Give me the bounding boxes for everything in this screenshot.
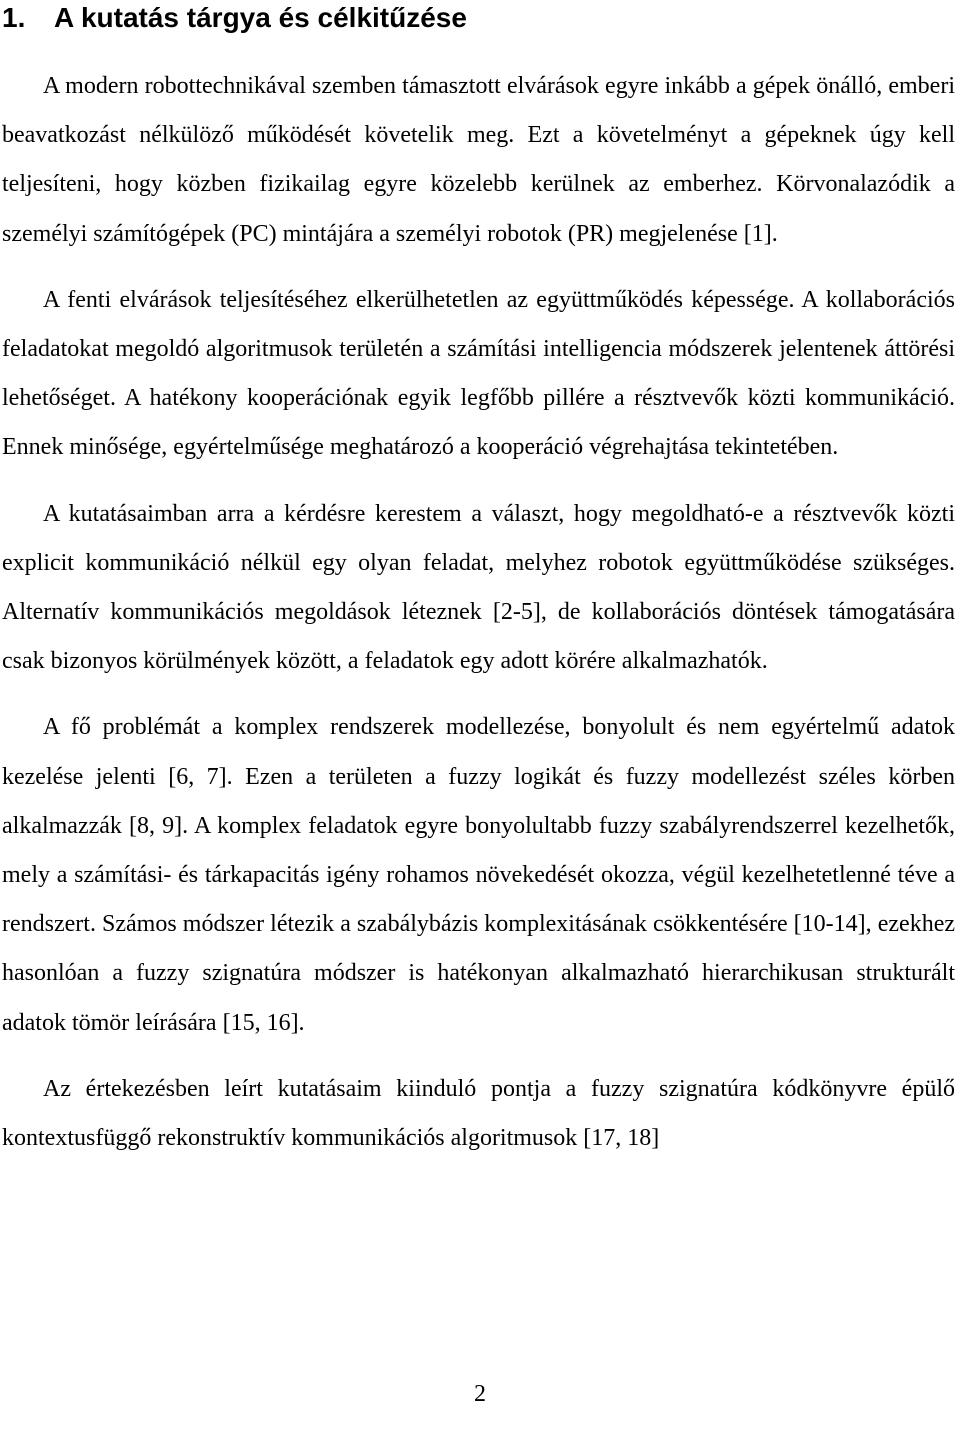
section-heading bbox=[2, 0, 467, 36]
paragraph-5: Az értekezésben leírt kutatásaim kiinduló pontja a fuzzy szignatúra kódkönyvre épülő kontextusfüggő rekonstruktív kommunikációs algoritmusok [17, 18] bbox=[2, 1075, 955, 1152]
paragraph-2: A fenti elvárások teljesítéséhez elkerülhetetlen az együttműködés képessége. A kollaborációs feladatokat megoldó algoritmusok területén a számítási intelligencia módszerek jelentenek áttörési lehetőséget. A hatékony kooperációnak egyik legfőbb pillére a résztvevők közti kommunikáció. Ennek minősége, egyértelműsége meghatározó a kooperáció végrehajtása tekintetében. bbox=[2, 286, 955, 461]
body-text bbox=[2, 62, 955, 1180]
page-number: 2 bbox=[474, 1381, 486, 1407]
paragraph-4: A fő problémát a komplex rendszerek modellezése, bonyolult és nem egyértelmű adatok kezelése jelenti [6, 7]. Ezen a területen a fuzzy logikát és fuzzy modellezést széles körben alkalmazzák [8, 9]. A komplex feladatok egyre bonyolultabb fuzzy szabályrendszerrel kezelhetők, mely a számítási- és tárkapacitás igény rohamos növekedését okozza, végül kezelhetetlenné téve a rendszert. Számos módszer létezik a szabálybázis komplexitásának csökkentésére [10-14], ezekhez hasonlóan a fuzzy szignatúra módszer is hatékonyan alkalmazható hierarchikusan strukturált adatok tömör leírására [15, 16]. bbox=[2, 714, 955, 1036]
section-number: 1. bbox=[2, 2, 26, 33]
paragraph-1: A modern robottechnikával szemben támasztott elvárások egyre inkább a gépek önálló, emberi beavatkozást nélkülöző működését követelik meg. Ezt a követelményt a gépeknek úgy kell teljesíteni, hogy közben fizikailag egyre közelebb kerülnek az emberhez. Körvonalazódik a személyi számítógépek (PC) mintájára a személyi robotok (PR) megjelenése [1]. bbox=[2, 73, 955, 247]
paragraph-3: A kutatásaimban arra a kérdésre kerestem a választ, hogy megoldható-e a résztvevők közti explicit kommunikáció nélkül egy olyan feladat, melyhez robotok együttműködése szükséges. Alternatív kommunikációs megoldások léteznek [2-5], de kollaborációs döntések támogatására csak bizonyos körülmények között, a feladatok egy adott körére alkalmazhatók. bbox=[2, 500, 955, 675]
section-title: A kutatás tárgya és célkitűzése bbox=[54, 2, 467, 33]
